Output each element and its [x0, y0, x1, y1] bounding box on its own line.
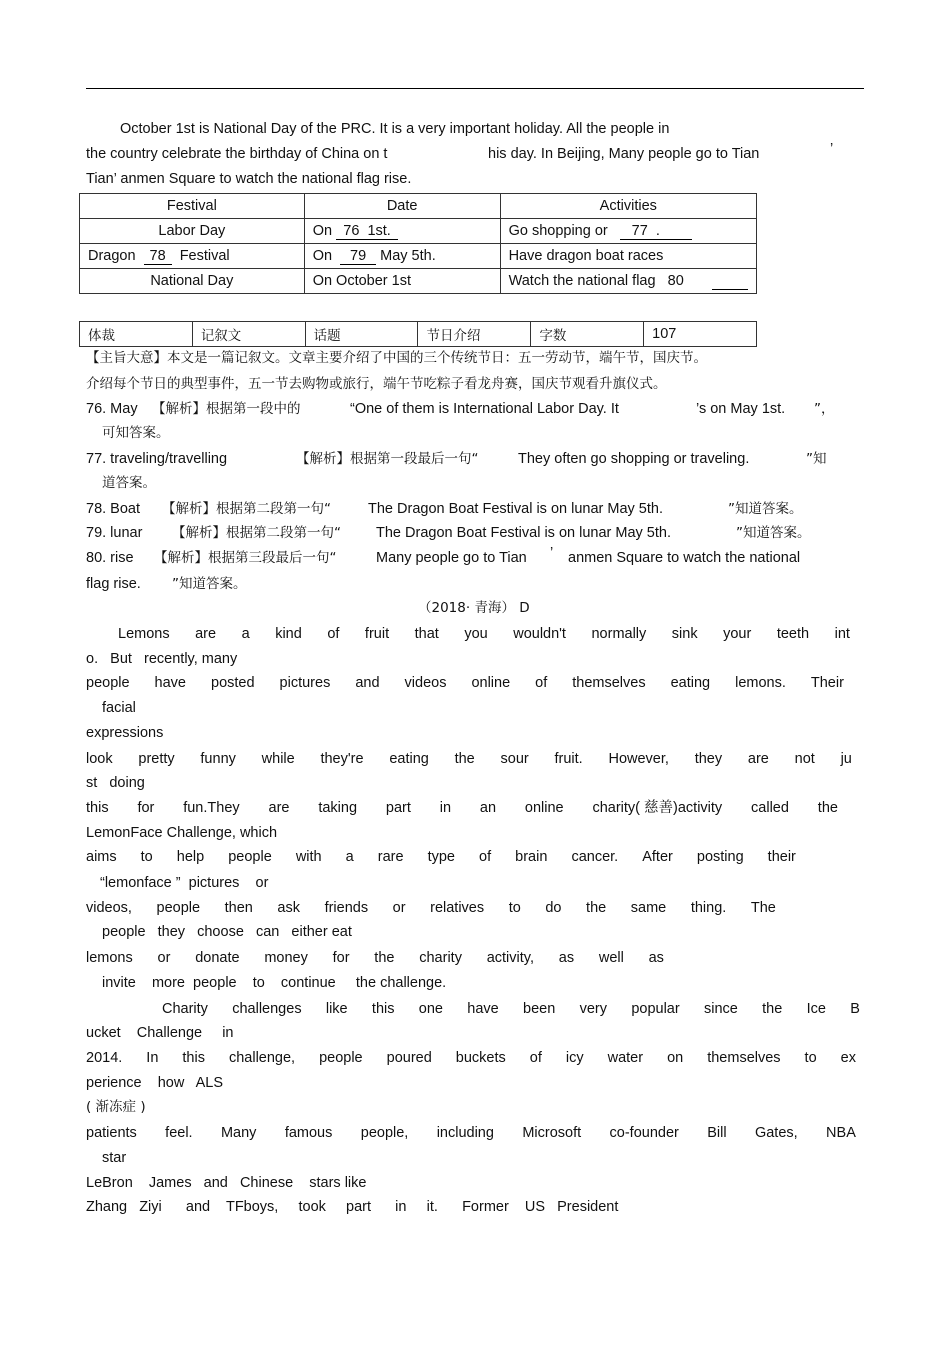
word: people: [156, 900, 201, 916]
passage-line-12: [86, 899, 776, 917]
word: relatives: [430, 900, 485, 916]
word: friends: [324, 900, 369, 916]
answer-76-quote-b: ’s on May 1st.: [696, 401, 786, 417]
answer-76-quote: “One of them is International Labor Day. It: [350, 401, 619, 417]
passage-line-16: [162, 1000, 860, 1018]
word: a: [241, 626, 250, 642]
passage-line-3: [86, 674, 844, 692]
word: brain: [515, 849, 548, 865]
word: themselves: [572, 675, 646, 691]
answer-77-num: 77. traveling/travelling: [86, 451, 228, 467]
section-heading: （2018· 青海） D: [418, 600, 530, 616]
word: famous: [284, 1125, 333, 1141]
answer-76-analysis: 【解析】根据第一段中的: [152, 401, 301, 417]
cell-activity-80: Watch the national flag 80: [500, 269, 756, 294]
word: Lemons: [118, 626, 170, 642]
passage-line-10: [86, 848, 796, 866]
passage-line-11: “lemonface ” pictures or: [100, 875, 269, 891]
header-date: Date: [304, 194, 500, 219]
word: taking: [318, 800, 358, 816]
passage-line-24: Zhang Ziyi and TFboys, took part in it. Former US President: [86, 1199, 619, 1215]
word: ask: [277, 900, 300, 916]
word: as: [648, 950, 664, 966]
cell-dragon-festival: Dragon 78 Festival: [80, 244, 305, 269]
word: for: [137, 800, 155, 816]
answer-79-quote: The Dragon Boat Festival is on lunar May 5th.: [376, 525, 671, 541]
word: as: [558, 950, 575, 966]
passage-line-9: LemonFace Challenge, which: [86, 825, 278, 841]
word: online: [471, 675, 511, 691]
passage-line-22: star: [102, 1150, 127, 1166]
passage-line-18: [86, 1049, 856, 1067]
word: their: [767, 849, 796, 865]
word: this: [182, 1050, 205, 1066]
answer-79-num: 79. lunar: [86, 525, 143, 541]
answer-80-end: ”知道答案。: [172, 576, 247, 592]
word: on: [667, 1050, 684, 1066]
table-row: [80, 219, 757, 244]
word: In: [146, 1050, 159, 1066]
blank-79: 79: [340, 248, 376, 265]
answer-77-analysis: 【解析】根据第一段最后一句“: [296, 451, 479, 467]
answer-80-quote: Many people go to Tian: [376, 550, 527, 566]
answer-78-quote: The Dragon Boat Festival is on lunar May 5th.: [368, 501, 663, 517]
header-activities: Activities: [500, 194, 756, 219]
word: normally: [591, 626, 647, 642]
word: ju: [840, 751, 852, 767]
word: lemons: [86, 950, 133, 966]
summary-line-2: 介绍每个节日的典型事件，五一节去购物或旅行，端午节吃粽子看龙舟赛，国庆节观看升旗仪式。: [86, 376, 667, 392]
word: this: [371, 1001, 395, 1017]
top-rule: [86, 88, 864, 89]
meta-table: [79, 321, 757, 347]
word: After: [642, 849, 673, 865]
word: water: [607, 1050, 644, 1066]
passage-line-8: [86, 799, 838, 817]
word: called: [751, 800, 789, 816]
word: this: [86, 800, 109, 816]
passage-line-1: [118, 625, 850, 643]
word: while: [261, 751, 295, 767]
word: challenge,: [228, 1050, 296, 1066]
word: same: [630, 900, 667, 916]
summary-line-1: 【主旨大意】本文是一篇记叙文。文章主要介绍了中国的三个传统节日：五一劳动节，端午节，国庆节。: [86, 350, 707, 366]
answer-77-tail: 道答案。: [102, 475, 156, 491]
cell-labor-day: Labor Day: [80, 219, 305, 244]
word: not: [794, 751, 815, 767]
word: 2014.: [86, 1050, 123, 1066]
answer-77-quote: They often go shopping or traveling.: [518, 451, 750, 467]
answer-76-end: ”，: [814, 401, 835, 417]
word: lemons.: [735, 675, 786, 691]
word: themselves: [707, 1050, 781, 1066]
word: Charity: [162, 1001, 208, 1017]
passage-line-5: expressions: [86, 725, 164, 741]
word: an: [479, 800, 497, 816]
word: thing.: [690, 900, 727, 916]
word: people,: [360, 1125, 409, 1141]
meta-topic-label: 话题: [305, 322, 418, 347]
passage-line-19: perience how ALS: [86, 1075, 224, 1091]
blank-78: 78: [144, 248, 172, 265]
word: including: [436, 1125, 494, 1141]
word: wouldn't: [513, 626, 566, 642]
passage-line-20: ( 渐冻症 ): [86, 1099, 146, 1115]
answer-78-num: 78. Boat: [86, 501, 141, 517]
meta-genre-value: 记叙文: [192, 322, 305, 347]
cell-activity-77: Go shopping or 77 .: [500, 219, 756, 244]
answer-76-tail: 可知答案。: [102, 425, 170, 441]
word: charity( 慈善)activity: [592, 800, 723, 816]
word: look: [86, 751, 113, 767]
word: fruit: [364, 626, 390, 642]
intro-line-1: October 1st is National Day of the PRC. It is a very important holiday. All the people in: [120, 121, 670, 137]
word: are: [195, 626, 217, 642]
word: Their: [810, 675, 844, 691]
word: since: [703, 1001, 738, 1017]
answer-80-tail: flag rise.: [86, 576, 141, 592]
answer-80-quote-b: anmen Square to watch the national: [568, 550, 801, 566]
word: they're: [320, 751, 364, 767]
word: funny: [200, 751, 236, 767]
word: teeth: [776, 626, 810, 642]
word: of: [535, 675, 548, 691]
word: that: [414, 626, 439, 642]
word: your: [723, 626, 752, 642]
word: the: [374, 950, 395, 966]
word: or: [157, 950, 171, 966]
word: patients: [86, 1125, 137, 1141]
word: people: [228, 849, 272, 865]
passage-line-23: LeBron James and Chinese stars like: [86, 1175, 367, 1191]
passage-line-6: [86, 750, 852, 768]
intro-line-2a: the country celebrate the birthday of China on t: [86, 146, 388, 162]
word: you: [464, 626, 488, 642]
word: Ice: [806, 1001, 826, 1017]
word: fruit.: [554, 751, 583, 767]
cell-date-79: On 79 May 5th.: [304, 244, 500, 269]
word: rare: [377, 849, 404, 865]
passage-line-21: [86, 1124, 856, 1142]
passage-line-2: o. But recently, many: [86, 651, 238, 667]
word: videos,: [86, 900, 132, 916]
cell-date-oct: On October 1st: [304, 269, 500, 294]
answer-80-analysis: 【解析】根据第三段最后一句“: [154, 550, 337, 566]
word: have: [154, 675, 186, 691]
word: the: [762, 1001, 783, 1017]
word: Microsoft: [522, 1125, 582, 1141]
passage-line-7: st doing: [86, 775, 145, 791]
answer-79-end: ”知道答案。: [736, 525, 811, 541]
word: Bill: [707, 1125, 727, 1141]
word: NBA: [826, 1125, 856, 1141]
word: pretty: [138, 751, 175, 767]
word: with: [295, 849, 322, 865]
word: challenges: [232, 1001, 302, 1017]
cell-activity-dragon: Have dragon boat races: [500, 244, 756, 269]
word: like: [325, 1001, 348, 1017]
cell-date-76: On 76 1st.: [304, 219, 500, 244]
word: posting: [696, 849, 744, 865]
word: videos: [404, 675, 447, 691]
word: for: [332, 950, 350, 966]
word: Many: [220, 1125, 257, 1141]
word: of: [327, 626, 340, 642]
word: aims: [86, 849, 117, 865]
meta-topic-value: 节日介绍: [418, 322, 531, 347]
word: they: [694, 751, 723, 767]
passage-line-17: ucket Challenge in: [86, 1025, 234, 1041]
word: do: [545, 900, 562, 916]
word: kind: [275, 626, 302, 642]
word: to: [804, 1050, 817, 1066]
word: fun.They: [183, 800, 240, 816]
word: charity: [419, 950, 462, 966]
word: well: [598, 950, 624, 966]
answer-80-num: 80. rise: [86, 550, 134, 566]
word: a: [345, 849, 354, 865]
table-header-row: [80, 194, 757, 219]
passage-line-4: facial: [102, 700, 136, 716]
word: B: [850, 1001, 860, 1017]
word: eating: [389, 751, 429, 767]
word: very: [579, 1001, 608, 1017]
word: the: [454, 751, 475, 767]
blank-77: 77: [631, 222, 648, 239]
word: However,: [608, 751, 669, 767]
answer-80-apostrophe: ’: [550, 545, 554, 561]
word: icy: [565, 1050, 584, 1066]
word: The: [750, 900, 776, 916]
word: cancer.: [571, 849, 619, 865]
intro-line-2c: ’: [830, 141, 834, 157]
meta-count-label: 字数: [531, 322, 644, 347]
passage-line-13: people they choose can either eat: [102, 924, 352, 940]
word: donate: [195, 950, 240, 966]
word: feel.: [165, 1125, 193, 1141]
word: are: [747, 751, 769, 767]
intro-line-2b: his day. In Beijing, Many people go to Tian: [488, 146, 760, 162]
word: int: [834, 626, 850, 642]
meta-row: [80, 322, 757, 347]
word: and: [355, 675, 380, 691]
word: sink: [671, 626, 698, 642]
word: been: [523, 1001, 556, 1017]
word: popular: [631, 1001, 680, 1017]
table-row: [80, 269, 757, 294]
word: one: [418, 1001, 443, 1017]
word: type: [427, 849, 455, 865]
word: in: [439, 800, 452, 816]
word: the: [817, 800, 838, 816]
word: Gates,: [754, 1125, 798, 1141]
answer-79-analysis: 【解析】根据第二段第一句“: [172, 525, 341, 541]
word: money: [264, 950, 308, 966]
word: of: [529, 1050, 542, 1066]
blank-76: 76: [343, 222, 360, 239]
cell-national-day: National Day: [80, 269, 305, 294]
word: people: [319, 1050, 363, 1066]
table-row: [80, 244, 757, 269]
answer-76-num: 76. May: [86, 401, 138, 417]
word: to: [140, 849, 153, 865]
word: sour: [500, 751, 529, 767]
festival-table: [79, 193, 757, 294]
meta-genre-label: 体裁: [80, 322, 193, 347]
word: to: [508, 900, 521, 916]
intro-line-3: Tian’ anmen Square to watch the national flag rise.: [86, 171, 412, 187]
blank-80: 80: [667, 272, 684, 289]
word: pictures: [279, 675, 331, 691]
word: have: [467, 1001, 499, 1017]
word: part: [385, 800, 411, 816]
answer-78-analysis: 【解析】根据第二段第一句“: [162, 501, 331, 517]
word: or: [392, 900, 406, 916]
word: ex: [840, 1050, 856, 1066]
word: help: [176, 849, 205, 865]
header-festival: Festival: [80, 194, 305, 219]
word: of: [479, 849, 492, 865]
meta-count-value: 107: [644, 322, 757, 347]
word: are: [268, 800, 290, 816]
passage-line-15: invite more people to continue the challenge.: [102, 975, 447, 991]
word: eating: [670, 675, 711, 691]
word: activity,: [486, 950, 534, 966]
word: online: [524, 800, 564, 816]
passage-line-14: [86, 949, 664, 967]
word: the: [586, 900, 607, 916]
word: people: [86, 675, 130, 691]
answer-78-end: ”知道答案。: [728, 501, 803, 517]
word: poured: [386, 1050, 432, 1066]
answer-77-end: ”知: [806, 451, 827, 467]
word: posted: [211, 675, 255, 691]
word: co-founder: [609, 1125, 679, 1141]
word: then: [224, 900, 253, 916]
word: buckets: [455, 1050, 506, 1066]
